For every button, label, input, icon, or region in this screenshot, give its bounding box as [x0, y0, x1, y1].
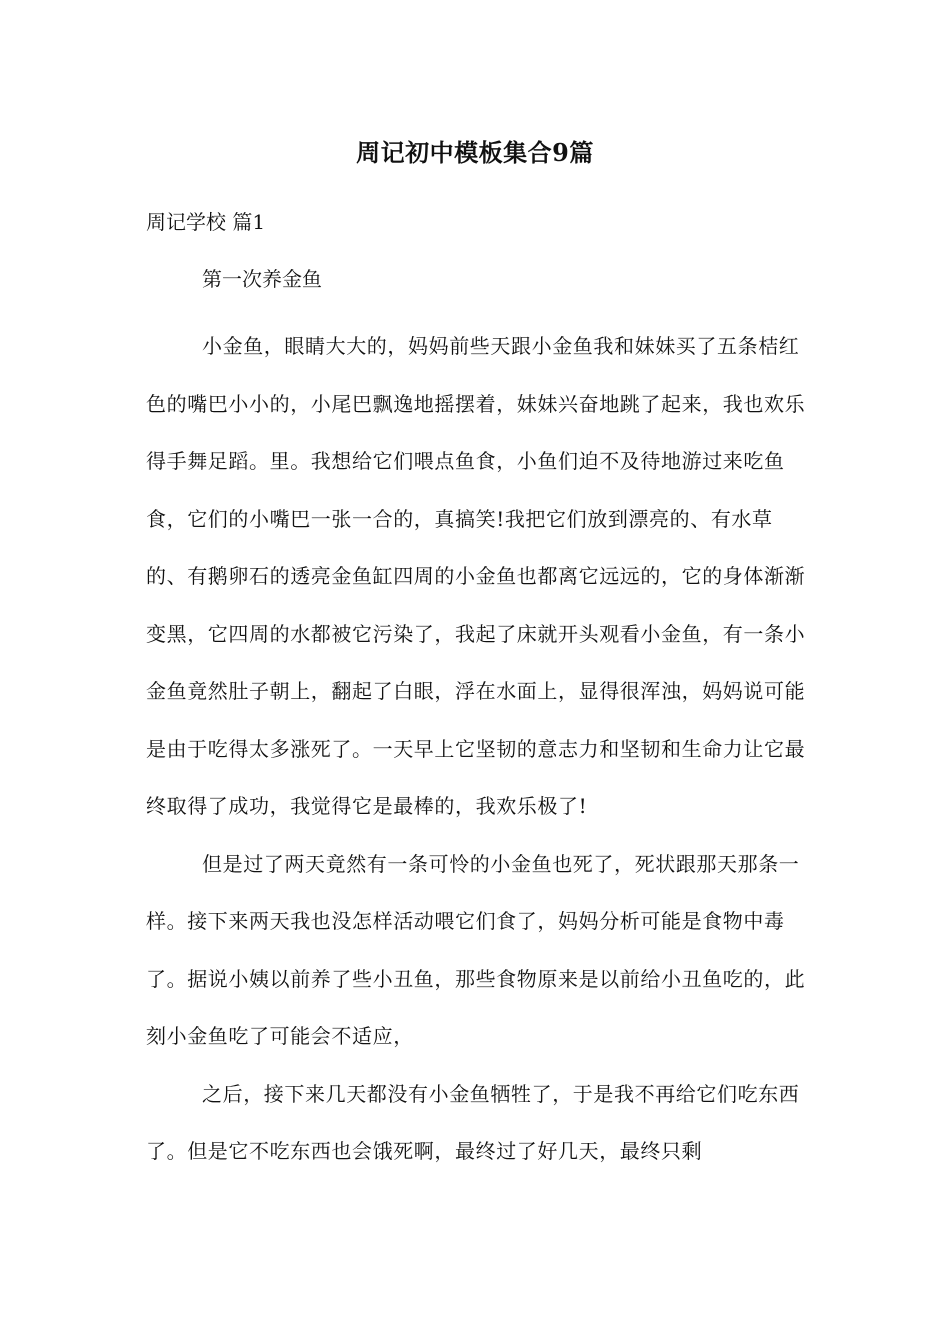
- section-heading: 周记学校 篇1: [146, 210, 266, 234]
- paragraph-1: 小金鱼，眼睛大大的，妈妈前些天跟小金鱼我和妹妹买了五条桔红色的嘴巴小小的，小尾巴飘逸地摇摆着，妹妹兴奋地跳了起来，我也欢乐得手舞足蹈。里。我想给它们喂点鱼食，小鱼们迫不及待地游过来吃鱼食，它们的小嘴巴一张一合的，真搞笑!我把它们放到漂亮的、有水草的、有鹅卵石的透亮金鱼缸四周的小金鱼也都离它远远的，它的身体渐渐变黑，它四周的水都被它污染了，我起了床就开头观看小金鱼，有一条小金鱼竟然肚子朝上，翻起了白眼，浮在水面上，显得很浑浊，妈妈说可能是由于吃得太多涨死了。一天早上它坚韧的意志力和坚韧和生命力让它最终取得了成功，我觉得它是最棒的，我欢乐极了!: [146, 334, 806, 818]
- article-body: [146, 318, 806, 1181]
- paragraph-3: 之后，接下来几天都没有小金鱼牺牲了，于是我不再给它们吃东西了。但是它不吃东西也会饿死啊，最终过了好几天，最终只剩: [146, 1081, 800, 1163]
- paragraph-2: 但是过了两天竟然有一条可怜的小金鱼也死了，死状跟那天那条一样。接下来两天我也没怎样活动喂它们食了，妈妈分析可能是食物中毒了。据说小姨以前养了些小丑鱼，那些食物原来是以前给小丑鱼吃的，此刻小金鱼吃了可能会不适应，: [146, 851, 806, 1048]
- article-title: 第一次养金鱼: [202, 267, 322, 291]
- document-title: 周记初中模板集合9篇: [356, 138, 594, 167]
